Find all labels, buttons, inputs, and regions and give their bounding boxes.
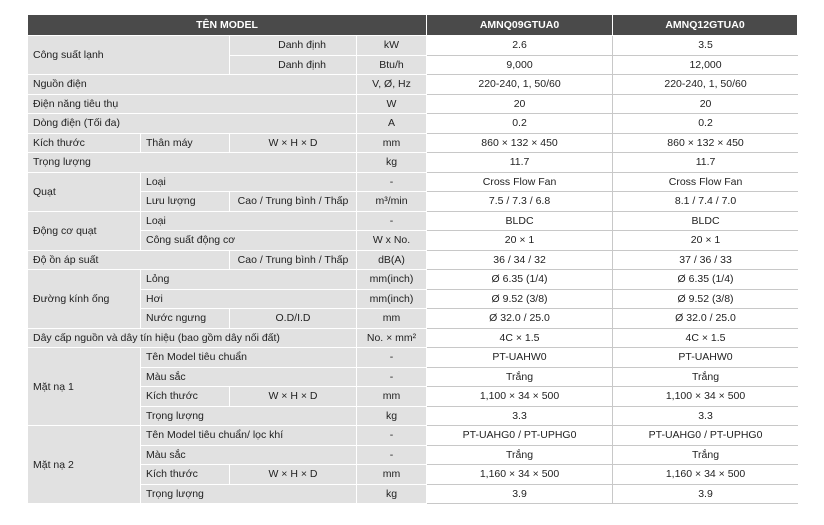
dimension-spec: Cao / Trung bình / Thấp (230, 251, 357, 271)
value-model-2: PT-UAHG0 / PT-UPHG0 (613, 426, 798, 446)
unit: m³/min (357, 192, 427, 212)
value-model-1: Trắng (427, 368, 613, 388)
sub-label: Hơi (141, 290, 357, 310)
unit: Btu/h (357, 56, 427, 76)
table-row (28, 212, 798, 232)
table-row (28, 290, 798, 310)
value-model-1: 220-240, 1, 50/60 (427, 75, 613, 95)
value-model-1: 20 (427, 95, 613, 115)
dimension-spec: W × H × D (230, 465, 357, 485)
table-row (28, 134, 798, 154)
value-model-1: PT-UAHG0 / PT-UPHG0 (427, 426, 613, 446)
value-model-1: 1,100 × 34 × 500 (427, 387, 613, 407)
table-row (28, 270, 798, 290)
sub-label: Loại (141, 173, 357, 193)
unit: - (357, 173, 427, 193)
value-model-2: 1,160 × 34 × 500 (613, 465, 798, 485)
row-label-cable: Dây cấp nguồn và dây tín hiệu (bao gồm dây nối đất) (28, 329, 357, 349)
value-model-2: Cross Flow Fan (613, 173, 798, 193)
value-model-1: Trắng (427, 446, 613, 466)
sub-label: Kích thước (141, 387, 230, 407)
value-model-1: PT-UAHW0 (427, 348, 613, 368)
unit: dB(A) (357, 251, 427, 271)
unit: No. × mm² (357, 329, 427, 349)
unit: - (357, 446, 427, 466)
sub-label: Tên Model tiêu chuẩn (141, 348, 357, 368)
row-label-cooling: Công suất lạnh (28, 36, 230, 75)
dimension-spec: O.D/I.D (230, 309, 357, 329)
row-label-power-source: Nguồn điện (28, 75, 357, 95)
unit: mm (357, 387, 427, 407)
row-label-power-input: Điện năng tiêu thụ (28, 95, 357, 115)
table-row (28, 75, 798, 95)
value-model-1: 20 × 1 (427, 231, 613, 251)
value-model-2: 220-240, 1, 50/60 (613, 75, 798, 95)
sub-label: Tên Model tiêu chuẩn/ lọc khí (141, 426, 357, 446)
sub-label: Nước ngưng (141, 309, 230, 329)
sub-label: Danh định (230, 56, 357, 76)
unit: - (357, 368, 427, 388)
table-row (28, 114, 798, 134)
unit: - (357, 212, 427, 232)
value-model-2: 0.2 (613, 114, 798, 134)
table-row (28, 95, 798, 115)
value-model-1: 2.6 (427, 36, 613, 56)
value-model-2: BLDC (613, 212, 798, 232)
table-row (28, 348, 798, 368)
value-model-2: Trắng (613, 368, 798, 388)
unit: W x No. (357, 231, 427, 251)
value-model-1: Cross Flow Fan (427, 173, 613, 193)
table-row (28, 485, 798, 505)
table-row (28, 251, 798, 271)
dimension-spec: W × H × D (230, 134, 357, 154)
value-model-1: BLDC (427, 212, 613, 232)
table-row (28, 309, 798, 329)
value-model-2: 11.7 (613, 153, 798, 173)
unit: kg (357, 153, 427, 173)
unit: W (357, 95, 427, 115)
value-model-2: 1,100 × 34 × 500 (613, 387, 798, 407)
unit: mm (357, 309, 427, 329)
sub-label: Lưu lượng (141, 192, 230, 212)
value-model-1: 4C × 1.5 (427, 329, 613, 349)
table-row (28, 465, 798, 485)
value-model-2: 3.5 (613, 36, 798, 56)
value-model-1: 11.7 (427, 153, 613, 173)
unit: kg (357, 407, 427, 427)
table-row (28, 368, 798, 388)
dimension-spec: Cao / Trung bình / Thấp (230, 192, 357, 212)
sub-label: Công suất động cơ (141, 231, 357, 251)
row-label-sound: Độ ồn áp suất (28, 251, 230, 271)
value-model-1: Ø 6.35 (1/4) (427, 270, 613, 290)
header-model-2: AMNQ12GTUA0 (613, 15, 798, 36)
dimension-spec: W × H × D (230, 387, 357, 407)
table-row (28, 446, 798, 466)
value-model-1: Ø 32.0 / 25.0 (427, 309, 613, 329)
value-model-2: 12,000 (613, 56, 798, 76)
table-row (28, 153, 798, 173)
value-model-2: 20 (613, 95, 798, 115)
unit: mm(inch) (357, 290, 427, 310)
sub-label: Màu sắc (141, 368, 357, 388)
value-model-2: 20 × 1 (613, 231, 798, 251)
sub-label: Thân máy (141, 134, 230, 154)
unit: - (357, 348, 427, 368)
value-model-2: 860 × 132 × 450 (613, 134, 798, 154)
table-row (28, 231, 798, 251)
sub-label: Màu sắc (141, 446, 357, 466)
value-model-1: 1,160 × 34 × 500 (427, 465, 613, 485)
table-row (28, 329, 798, 349)
unit: mm (357, 134, 427, 154)
value-model-1: 7.5 / 7.3 / 6.8 (427, 192, 613, 212)
unit: - (357, 426, 427, 446)
value-model-2: Ø 32.0 / 25.0 (613, 309, 798, 329)
row-label-fan: Quạt (28, 173, 141, 212)
value-model-2: 4C × 1.5 (613, 329, 798, 349)
table-row (28, 173, 798, 193)
unit: mm(inch) (357, 270, 427, 290)
row-label-panel-2: Mặt nạ 2 (28, 426, 141, 504)
value-model-2: Trắng (613, 446, 798, 466)
table-row (28, 387, 798, 407)
sub-label: Trọng lượng (141, 485, 357, 505)
unit: kg (357, 485, 427, 505)
value-model-2: Ø 9.52 (3/8) (613, 290, 798, 310)
header-model-label: TÊN MODEL (28, 15, 427, 36)
value-model-1: 3.3 (427, 407, 613, 427)
value-model-2: 3.3 (613, 407, 798, 427)
sub-label: Danh định (230, 36, 357, 56)
value-model-2: 37 / 36 / 33 (613, 251, 798, 271)
unit: kW (357, 36, 427, 56)
value-model-2: Ø 6.35 (1/4) (613, 270, 798, 290)
table-row (28, 407, 798, 427)
row-label-weight: Trọng lượng (28, 153, 357, 173)
value-model-2: 3.9 (613, 485, 798, 505)
value-model-1: 0.2 (427, 114, 613, 134)
spec-table (28, 15, 798, 504)
value-model-1: 36 / 34 / 32 (427, 251, 613, 271)
header-row (28, 15, 798, 36)
table-row (28, 36, 798, 56)
value-model-1: 860 × 132 × 450 (427, 134, 613, 154)
sub-label: Kích thước (141, 465, 230, 485)
header-model-1: AMNQ09GTUA0 (427, 15, 613, 36)
unit: mm (357, 465, 427, 485)
row-label-current: Dòng điện (Tối đa) (28, 114, 357, 134)
value-model-1: Ø 9.52 (3/8) (427, 290, 613, 310)
unit: A (357, 114, 427, 134)
value-model-2: 8.1 / 7.4 / 7.0 (613, 192, 798, 212)
row-label-panel-1: Mặt nạ 1 (28, 348, 141, 426)
sub-label: Trọng lượng (141, 407, 357, 427)
sub-label: Loại (141, 212, 357, 232)
value-model-1: 9,000 (427, 56, 613, 76)
unit: V, Ø, Hz (357, 75, 427, 95)
row-label-piping: Đường kính ống (28, 270, 141, 329)
value-model-2: PT-UAHW0 (613, 348, 798, 368)
table-row (28, 192, 798, 212)
value-model-1: 3.9 (427, 485, 613, 505)
row-label-dimensions: Kích thước (28, 134, 141, 154)
sub-label: Lỏng (141, 270, 357, 290)
table-row (28, 426, 798, 446)
row-label-fan-motor: Động cơ quạt (28, 212, 141, 251)
